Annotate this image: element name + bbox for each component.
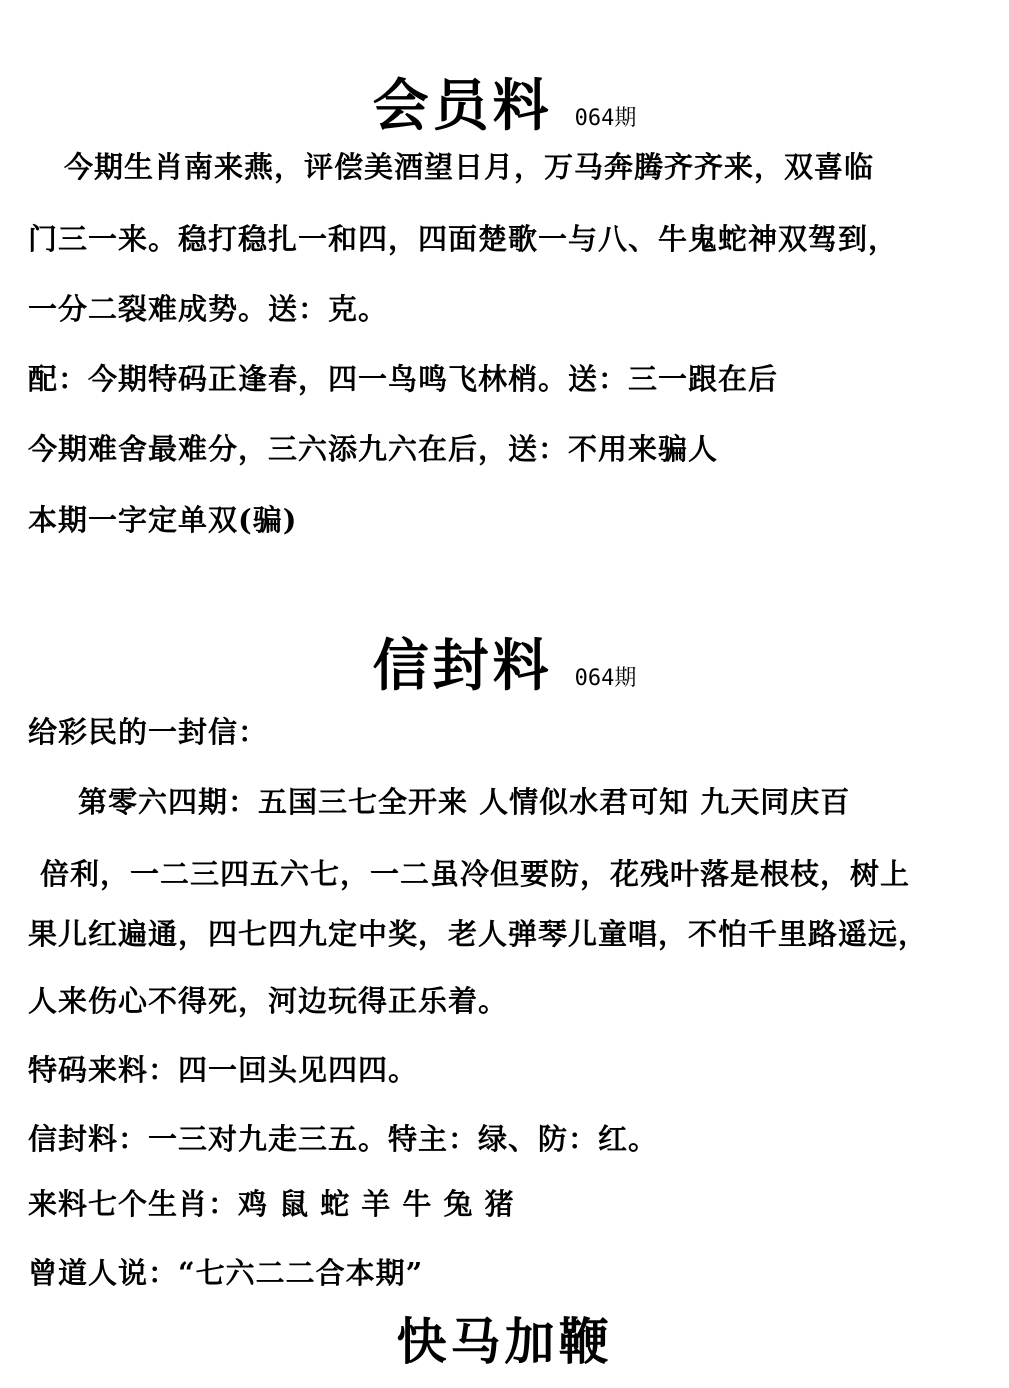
section1-line-2: 门三一来。稳打稳扎一和四，四面楚歌一与八、牛鬼蛇神双驾到， <box>28 222 899 256</box>
section2-heading <box>0 622 1009 702</box>
section2-issue: 064期 <box>574 666 637 691</box>
section2-line-6: 特码来料：四一回头见四四。 <box>28 1053 419 1087</box>
section1-line-5: 今期难舍最难分，三六添九六在后，送：不用来骗人 <box>28 432 719 466</box>
section2-line-2: 第零六四期：五国三七全开来 人情似水君可知 九天同庆百 <box>78 785 851 819</box>
section2-line-4: 果儿红遍通，四七四九定中奖，老人弹琴儿童唱，不怕千里路遥远， <box>28 917 929 951</box>
section2-line-5: 人来伤心不得死，河边玩得正乐着。 <box>28 984 509 1018</box>
footer-title: 快马加鞭 <box>396 1312 613 1371</box>
section2-line-9: 曾道人说：“七六二二合本期” <box>28 1256 424 1290</box>
section1-title: 会员料 <box>372 73 553 139</box>
section2-line-7: 信封料：一三对九走三五。特主：绿、防：红。 <box>28 1122 659 1156</box>
section1-heading <box>0 62 1009 142</box>
section2-title: 信封料 <box>372 633 553 699</box>
section2-line-3: 倍利，一二三四五六七，一二虽冷但要防，花残叶落是根枝，树上 <box>40 857 911 891</box>
section1-line-3: 一分二裂难成势。送：克。 <box>28 292 389 326</box>
section1-line-6: 本期一字定单双(骗) <box>28 503 298 537</box>
section2-line-1: 给彩民的一封信： <box>28 715 269 749</box>
section1-line-4: 配：今期特码正逢春，四一鸟鸣飞林梢。送：三一跟在后 <box>28 362 779 396</box>
section1-line-1: 今期生肖南来燕，评偿美酒望日月，万马奔腾齐齐来，双喜临 <box>64 150 875 184</box>
section2-line-8: 来料七个生肖：鸡 鼠 蛇 羊 牛 兔 猪 <box>28 1187 515 1221</box>
section1-issue: 064期 <box>574 106 637 131</box>
